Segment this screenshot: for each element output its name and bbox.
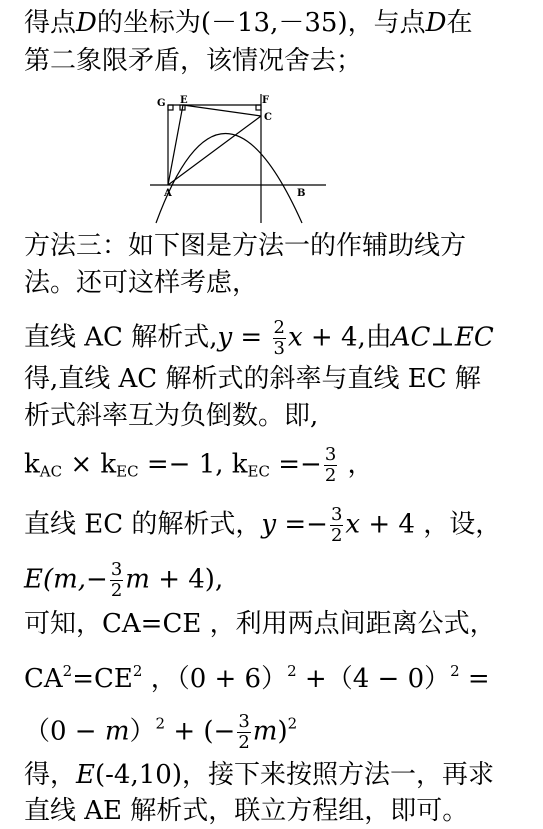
text: （0 −: [24, 716, 105, 747]
denominator: 2: [324, 464, 337, 486]
text: 直线 EC 的解析式，: [24, 509, 262, 540]
denominator: 2: [238, 731, 250, 753]
superscript: 2: [132, 662, 143, 680]
var-m: m: [125, 564, 150, 595]
text: −: [86, 564, 108, 595]
var-x: x: [287, 322, 303, 353]
denominator: 2: [110, 579, 123, 601]
text-line-15: 直线 AE 解析式，联立方程组，即可。: [24, 796, 469, 826]
text-line-12: [24, 664, 490, 692]
segment-ec: [183, 105, 261, 116]
var-m: m: [104, 716, 130, 747]
text: 的坐标为(－13,－35)，与点: [96, 8, 426, 38]
fraction: [330, 505, 343, 546]
var-d: D: [425, 8, 447, 38]
label-a: A: [164, 188, 172, 199]
text: ×: [62, 449, 101, 480]
var-x: x: [345, 509, 361, 540]
text-line-13: [24, 712, 297, 753]
superscript: 2: [450, 662, 460, 680]
fraction: [273, 318, 286, 359]
superscript: 2: [287, 662, 297, 680]
text-line-2: 第二象限矛盾，该情况舍去；: [24, 46, 363, 76]
label-f: F: [262, 95, 270, 106]
text-line-9: [24, 505, 501, 546]
text: AC⊥EC: [391, 322, 494, 353]
superscript: 2: [287, 714, 298, 733]
text: =−: [276, 509, 328, 540]
text: =− 1,: [138, 449, 232, 480]
denominator: 2: [330, 524, 343, 546]
text: 直线 AC 解析式,: [24, 322, 218, 353]
label-g: G: [157, 98, 166, 109]
superscript: 2: [155, 714, 166, 733]
text: 得，: [24, 760, 77, 790]
text: 得点: [24, 8, 77, 38]
subscript: EC: [247, 462, 270, 481]
text-line-10: [24, 560, 223, 601]
text: ）: [129, 716, 156, 747]
parabola-figure: [150, 92, 330, 227]
right-angle-g: [168, 105, 173, 110]
numerator: 3: [324, 444, 337, 465]
text-line-3: 方法三：如下图是方法一的作辅助线方: [24, 231, 467, 261]
numerator: 3: [238, 711, 250, 732]
text-line-11: 可知，CA=CE ，利用两点间距离公式，: [24, 609, 496, 639]
text-line-1: [24, 10, 472, 36]
text-line-6: 得,直线 AC 解析式的斜率与直线 EC 解: [24, 364, 481, 394]
denominator: 3: [273, 337, 285, 359]
subscript: EC: [116, 462, 139, 481]
superscript: 2: [62, 662, 73, 680]
text: ，: [339, 449, 374, 480]
text: + (−: [165, 716, 236, 747]
text: (-4,10)，接下来按照方法一，再求: [95, 760, 494, 790]
text-line-4: 法。还可这样考虑，: [24, 268, 259, 298]
text-line-5: [24, 318, 494, 359]
label-c: C: [264, 112, 272, 123]
text: 在: [446, 8, 473, 38]
text-line-14: [24, 762, 494, 788]
numerator: 3: [110, 559, 123, 580]
fraction: [324, 445, 337, 486]
var-d: D: [76, 8, 97, 38]
text: k: [24, 449, 40, 480]
text: E(m,: [24, 564, 87, 595]
text-line-8: [24, 445, 374, 486]
text: CA: [24, 664, 63, 694]
var-y: y: [217, 322, 233, 353]
text-line-7: 析式斜率互为负倒数。即,: [24, 401, 319, 431]
text: k: [100, 449, 117, 480]
var-m: m: [252, 716, 278, 747]
text: + 4,由: [302, 322, 392, 353]
subscript: AC: [39, 462, 63, 481]
text: =: [459, 664, 490, 694]
text: + 4 ，设，: [360, 509, 502, 540]
segment-ae: [168, 105, 183, 185]
text: =−: [269, 449, 322, 480]
label-e: E: [180, 95, 188, 106]
numerator: 3: [330, 504, 343, 525]
var-e: E: [76, 760, 95, 790]
text: ): [277, 716, 288, 747]
text: =CE: [72, 664, 133, 694]
segment-ac: [168, 116, 261, 185]
fraction: [237, 712, 250, 753]
label-b: B: [297, 188, 306, 199]
var-y: y: [261, 509, 277, 540]
text: ，（0 + 6）: [142, 664, 288, 694]
fraction: [110, 560, 123, 601]
text: k: [231, 449, 248, 480]
right-angle-f: [256, 105, 261, 110]
numerator: 2: [273, 317, 285, 338]
text: =: [232, 322, 271, 353]
text: +（4 − 0）: [296, 664, 451, 694]
text: + 4),: [149, 564, 224, 595]
